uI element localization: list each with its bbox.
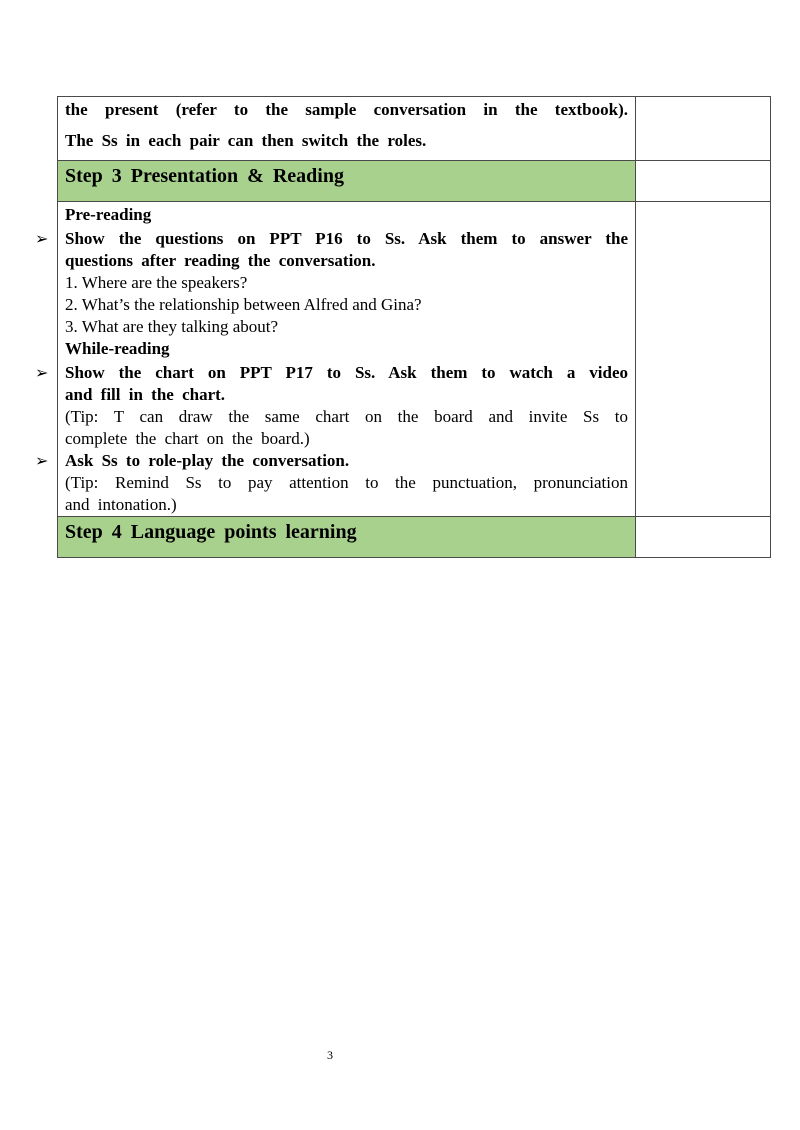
intro-main-cell — [58, 97, 636, 161]
step3-side-cell — [636, 161, 771, 202]
step3-content-cell — [35, 202, 636, 517]
lesson-plan-table — [35, 96, 771, 558]
while-reading-heading: While-reading — [65, 339, 170, 358]
step3-title: Step 3 Presentation & Reading — [65, 165, 344, 187]
arrow-bullet-icon: ➢ — [35, 229, 49, 248]
intro-side-cell — [636, 97, 771, 161]
question-1: 1. Where are the speakers? — [65, 273, 248, 292]
tip-2-line-2: and intonation.) — [65, 495, 177, 514]
question-2: 2. What’s the relationship between Alfred and Gina? — [65, 295, 422, 314]
intro-row — [58, 97, 771, 161]
while-reading-instruction — [35, 362, 628, 406]
question-3: 3. What are they talking about? — [65, 317, 279, 336]
pre-reading-instruction-line-1: Show the questions on PPT P16 to Ss. Ask them to answer the — [65, 229, 628, 248]
step4-title: Step 4 Language points learning — [65, 521, 357, 543]
step3-header-cell — [58, 161, 636, 202]
while-reading-instruction-line-1: Show the chart on PPT P17 to Ss. Ask them to watch a video — [65, 363, 628, 382]
step4-side-cell — [636, 517, 771, 558]
step3-content-row — [58, 202, 771, 517]
page-number: 3 — [327, 1048, 333, 1062]
arrow-bullet-icon: ➢ — [35, 363, 49, 382]
pre-reading-instruction — [35, 228, 628, 272]
pre-reading-instruction-line-2: questions after reading the conversation. — [65, 251, 376, 270]
while-reading-instruction-line-2: and fill in the chart. — [65, 385, 226, 404]
intro-line-1: the present (refer to the sample conversation in the textbook). — [65, 100, 628, 119]
tip-2-line-1: (Tip: Remind Ss to pay attention to the punctuation, pronunciation — [65, 473, 628, 492]
step3-content-side-cell — [636, 202, 771, 517]
intro-line-2: The Ss in each pair can then switch the roles. — [65, 131, 427, 150]
pre-reading-heading: Pre-reading — [65, 205, 152, 224]
role-play-instruction — [35, 450, 628, 472]
tip-1-line-1: (Tip: T can draw the same chart on the board and invite Ss to — [65, 407, 628, 426]
role-play-instruction-text: Ask Ss to role-play the conversation. — [65, 451, 350, 470]
step3-header-row — [58, 161, 771, 202]
step4-header-row — [58, 517, 771, 558]
arrow-bullet-icon: ➢ — [35, 451, 49, 470]
tip-1-line-2: complete the chart on the board.) — [65, 429, 310, 448]
step4-header-cell — [58, 517, 636, 558]
